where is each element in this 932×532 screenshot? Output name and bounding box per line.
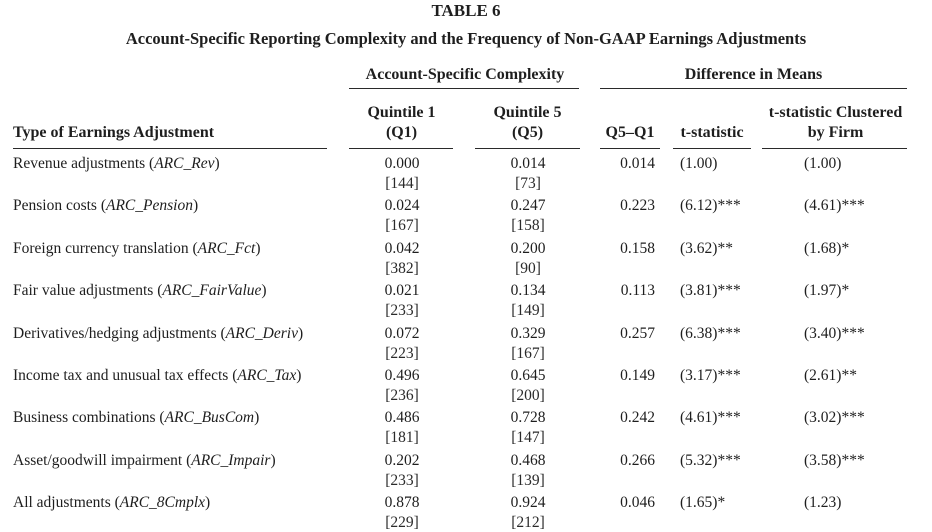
cell-q5-mean: 0.200 xyxy=(510,240,546,257)
cell-diff: 0.223 xyxy=(620,197,655,214)
cell-t-statistic-clustered: (1.23) xyxy=(804,494,842,511)
rule-complexity-group xyxy=(349,88,579,89)
cell-q1-n: [167] xyxy=(385,217,419,234)
cell-q1-mean: 0.486 xyxy=(384,409,420,426)
row-variable-name: ARC_8Cmplx xyxy=(119,494,206,511)
cell-q1-n: [181] xyxy=(385,429,419,446)
row-label-text: Foreign currency translation ( xyxy=(13,240,198,257)
cell-q5-n: [149] xyxy=(511,302,545,319)
cell-q5-mean: 0.468 xyxy=(510,452,546,469)
row-label xyxy=(13,409,259,427)
row-variable-name: ARC_Rev xyxy=(154,155,215,172)
cell-diff: 0.158 xyxy=(620,240,655,257)
row-label xyxy=(13,452,276,470)
header-account-specific-complexity: Account-Specific Complexity xyxy=(365,66,565,83)
table-number: TABLE 6 xyxy=(431,1,501,20)
cell-q5-mean: 0.014 xyxy=(510,155,546,172)
cell-t-statistic-clustered: (4.61)*** xyxy=(804,197,865,214)
rule-type-column xyxy=(13,148,327,149)
cell-t-statistic: (3.81)*** xyxy=(680,282,741,299)
row-label-close: ) xyxy=(255,240,261,257)
cell-q5-n: [158] xyxy=(511,217,545,234)
row-variable-name: ARC_FairValue xyxy=(162,282,262,299)
row-variable-name: ARC_Tax xyxy=(237,367,297,384)
row-label xyxy=(13,155,220,173)
row-label xyxy=(13,197,198,215)
rule-difference-group xyxy=(600,88,907,89)
cell-diff: 0.149 xyxy=(620,367,655,384)
cell-q5-mean: 0.134 xyxy=(510,282,546,299)
row-label-close: ) xyxy=(192,197,199,214)
cell-t-statistic-clustered: (3.40)*** xyxy=(804,325,865,342)
row-label xyxy=(13,240,261,258)
row-label-text: Pension costs ( xyxy=(13,197,106,214)
cell-t-statistic-clustered: (3.02)*** xyxy=(804,409,865,426)
header-q5-minus-q1: Q5–Q1 xyxy=(605,124,655,141)
cell-q1-mean: 0.042 xyxy=(384,240,420,257)
cell-q1-mean: 0.000 xyxy=(384,155,420,172)
row-variable-name: ARC_Fct xyxy=(197,240,256,257)
row-label-text: Asset/goodwill impairment ( xyxy=(13,452,192,469)
row-label-close: ) xyxy=(297,325,304,342)
cell-t-statistic: (1.00) xyxy=(680,155,718,172)
cell-q1-n: [233] xyxy=(385,472,419,489)
cell-q1-n: [229] xyxy=(385,514,419,531)
cell-q5-mean: 0.645 xyxy=(510,367,546,384)
header-type-of-earnings-adjustment: Type of Earnings Adjustment xyxy=(13,124,215,141)
row-variable-name: ARC_Deriv xyxy=(225,325,298,342)
row-label xyxy=(13,325,303,343)
row-label-text: Income tax and unusual tax effects ( xyxy=(13,367,238,384)
header-t-statistic: t-statistic xyxy=(680,124,744,141)
rule-t-column xyxy=(673,148,751,149)
cell-q1-mean: 0.021 xyxy=(384,282,420,299)
header-t-statistic-clustered-line2: by Firm xyxy=(807,124,864,141)
header-difference-in-means: Difference in Means xyxy=(684,66,823,83)
header-t-statistic-clustered-line1: t-statistic Clustered xyxy=(768,104,903,121)
header-quintile-5-line2: (Q5) xyxy=(511,124,544,141)
rule-diff-column xyxy=(600,148,660,149)
cell-q1-n: [233] xyxy=(385,302,419,319)
cell-q5-n: [200] xyxy=(511,387,545,404)
cell-q1-mean: 0.024 xyxy=(384,197,420,214)
header-quintile-5-line1: Quintile 5 xyxy=(493,104,562,121)
cell-q5-n: [167] xyxy=(511,345,545,362)
cell-q5-mean: 0.728 xyxy=(510,409,546,426)
rule-tc-column xyxy=(762,148,907,149)
cell-t-statistic-clustered: (3.58)*** xyxy=(804,452,865,469)
cell-t-statistic: (3.62)** xyxy=(680,240,733,257)
cell-t-statistic-clustered: (1.68)* xyxy=(804,240,850,257)
header-quintile-1 xyxy=(349,103,454,143)
cell-q5-n: [147] xyxy=(511,429,545,446)
cell-q1-mean: 0.496 xyxy=(384,367,420,384)
cell-q1-mean: 0.878 xyxy=(384,494,420,511)
cell-q1-n: [236] xyxy=(385,387,419,404)
cell-q5-mean: 0.329 xyxy=(510,325,546,342)
header-quintile-1-line1: Quintile 1 xyxy=(367,104,436,121)
row-label-close: ) xyxy=(296,367,302,384)
cell-t-statistic: (6.12)*** xyxy=(680,197,741,214)
cell-t-statistic: (6.38)*** xyxy=(680,325,741,342)
row-label-close: ) xyxy=(261,282,267,299)
row-label xyxy=(13,367,301,385)
header-quintile-1-line2: (Q1) xyxy=(385,124,418,141)
cell-t-statistic: (4.61)*** xyxy=(680,409,741,426)
cell-q5-mean: 0.247 xyxy=(510,197,546,214)
rule-q1-column xyxy=(349,148,453,149)
cell-t-statistic: (5.32)*** xyxy=(680,452,741,469)
cell-diff: 0.046 xyxy=(620,494,655,511)
row-label-close: ) xyxy=(214,155,220,172)
rule-q5-column xyxy=(475,148,580,149)
row-variable-name: ARC_BusCom xyxy=(164,409,255,426)
header-t-statistic-clustered xyxy=(762,103,909,143)
row-label-text: Fair value adjustments ( xyxy=(13,282,163,299)
table-title: Account-Specific Reporting Complexity and the Frequency of Non-GAAP Earnings Adjustments xyxy=(125,29,807,48)
cell-q1-mean: 0.202 xyxy=(384,452,420,469)
cell-q1-n: [144] xyxy=(385,175,419,192)
cell-diff: 0.113 xyxy=(620,282,655,299)
row-label-text: Business combinations ( xyxy=(13,409,165,426)
cell-diff: 0.266 xyxy=(620,452,655,469)
cell-q5-n: [212] xyxy=(511,514,545,531)
cell-q5-mean: 0.924 xyxy=(510,494,546,511)
row-label-text: All adjustments ( xyxy=(13,494,120,511)
row-label-text: Revenue adjustments ( xyxy=(13,155,155,172)
cell-q5-n: [73] xyxy=(515,175,541,192)
row-label xyxy=(13,494,210,512)
cell-diff: 0.014 xyxy=(620,155,655,172)
row-variable-name: ARC_Pension xyxy=(106,197,193,214)
row-variable-name: ARC_Impair xyxy=(191,452,271,469)
cell-q1-mean: 0.072 xyxy=(384,325,420,342)
cell-t-statistic-clustered: (1.97)* xyxy=(804,282,850,299)
cell-t-statistic-clustered: (2.61)** xyxy=(804,367,857,384)
cell-t-statistic: (1.65)* xyxy=(680,494,726,511)
row-label-close: ) xyxy=(254,409,260,426)
cell-q5-n: [90] xyxy=(515,260,541,277)
cell-q5-n: [139] xyxy=(511,472,545,489)
header-quintile-5 xyxy=(475,103,580,143)
row-label-close: ) xyxy=(205,494,211,511)
row-label xyxy=(13,282,267,300)
row-label-close: ) xyxy=(270,452,276,469)
cell-diff: 0.242 xyxy=(620,409,655,426)
cell-q1-n: [382] xyxy=(385,260,419,277)
row-label-text: Derivatives/hedging adjustments ( xyxy=(13,325,226,342)
cell-t-statistic: (3.17)*** xyxy=(680,367,741,384)
cell-diff: 0.257 xyxy=(620,325,655,342)
cell-q1-n: [223] xyxy=(385,345,419,362)
cell-t-statistic-clustered: (1.00) xyxy=(804,155,842,172)
